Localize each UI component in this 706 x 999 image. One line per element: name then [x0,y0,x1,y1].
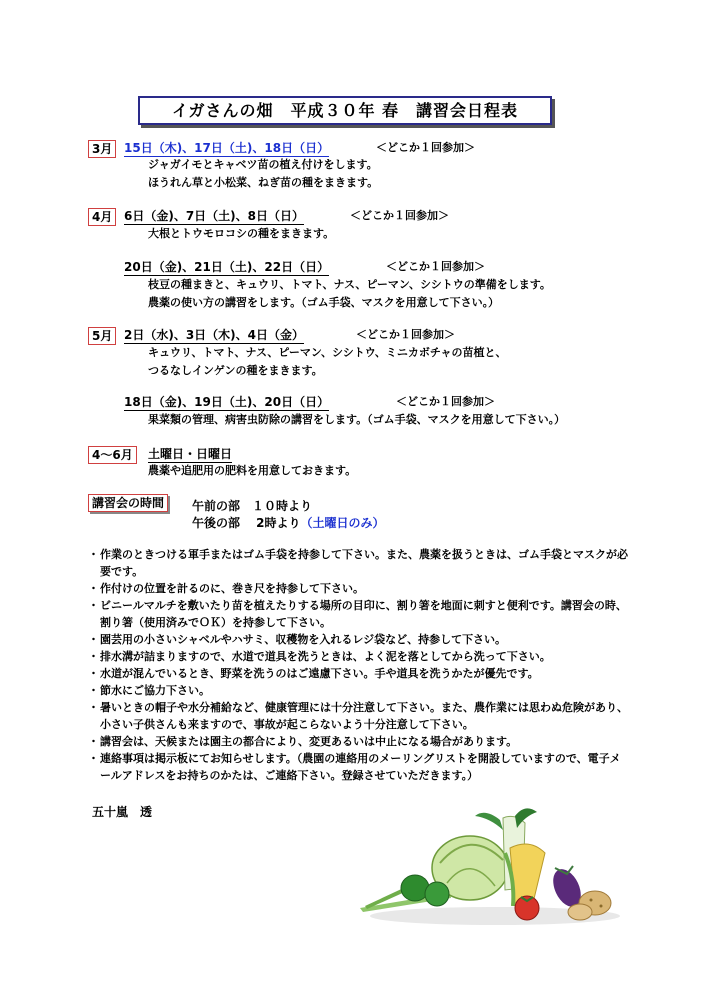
april2-line-2: 農薬の使い方の講習をします。（ゴム手袋、マスクを用意して下さい。） [148,296,500,309]
note-item: ・ 排水溝が詰まりますので、水道で道具を洗うときは、よく泥を落としてから洗って下さい。 [88,648,628,665]
morning-time: 午前の部 １０時より [192,499,313,513]
march-join-note: ＜どこか１回参加＞ [376,141,475,154]
april1-dates: 6日（金)、7日（土)、8日（日） [124,209,305,223]
note-item: ・ 水道が混んでいるとき、野菜を洗うのはご遠慮下さい。手や道具を洗うかたが優先です。 [88,665,628,682]
note-item: ・ 節水にご協力下さい。 [88,682,628,699]
march-line-1: ジャガイモとキャベツ苗の植え付けをします。 [148,158,378,171]
may1-line-1: キュウリ、トマト、ナス、ピーマン、シシトウ、ミニカボチャの苗植と、 [148,346,507,359]
afternoon-time-row [192,515,385,531]
march-line-2: ほうれん草と小松菜、ねぎ苗の種をまきます。 [148,176,379,189]
afternoon-time: 午後の部 2時より [192,516,301,530]
april2-join-note: ＜どこか１回参加＞ [386,260,485,273]
month-label-may: 5月 [88,327,116,345]
weekends-line-1: 農薬や追肥用の肥料を用意しておきます。 [148,464,357,477]
note-item: ・ 暑いときの帽子や水分補給など、健康管理には十分注意して下さい。また、農作業には思わぬ危険があり、小さい子供さんも来ますので、事故が起こらないよう十分注意して下さい。 [88,699,628,733]
may2-join-note: ＜どこか１回参加＞ [396,395,495,408]
march-dates: 15日（木)、17日（土)、18日（日） [124,141,330,155]
may2-line-1: 果菜類の管理、病害虫防除の講習をします。（ゴム手袋、マスクを用意して下さい。） [148,413,566,426]
note-item: ・ 作業のときつける軍手またはゴム手袋を持参して下さい。また、農薬を扱うときは、ゴム手袋とマスクが必要です。 [88,546,628,580]
note-item: ・ 連絡事項は掲示板にてお知らせします。（農園の連絡用のメーリングリストを開設していますので、電子メールアドレスをお持ちのかたは、ご連絡下さい。登録させていただきます。） [88,750,628,784]
month-label-march: 3月 [88,140,116,158]
april2-dates: 20日（金)、21日（土)、22日（日） [124,260,330,274]
may1-line-2: つるなしインゲンの種をまきます。 [148,364,323,377]
note-item: ・ 園芸用の小さいシャベルやハサミ、収穫物を入れるレジ袋など、持参して下さい。 [88,631,628,648]
may2-dates: 18日（金)、19日（土)、20日（日） [124,395,330,409]
vegetables-illustration [355,808,625,928]
page-title: イガさんの畑 平成３０年 春 講習会日程表 [138,96,552,125]
april2-line-1: 枝豆の種まきと、キュウリ、トマト、ナス、ピーマン、シシトウの準備をします。 [148,278,551,291]
may1-join-note: ＜どこか１回参加＞ [356,328,455,341]
weekends-dates: 土曜日・日曜日 [148,447,233,461]
may1-dates: 2日（水)、3日（木)、4日（金） [124,328,305,342]
note-item: ・ ビニールマルチを敷いたり苗を植えたりする場所の目印に、割り箸を地面に刺すと便利です。講習会の時、割り箸（使用済みでＯＫ）を持参して下さい。 [88,597,628,631]
month-label-april: 4月 [88,208,116,226]
signature: 五十嵐 透 [92,805,153,819]
session-time-label: 講習会の時間 [88,494,168,512]
april1-join-note: ＜どこか１回参加＞ [350,209,449,222]
month-label-apr-jun: 4～6月 [88,446,137,464]
note-item: ・ 作付けの位置を計るのに、巻き尺を持参して下さい。 [88,580,628,597]
note-item: ・ 講習会は、天候または園主の都合により、変更あるいは中止になる場合があります。 [88,733,628,750]
notes-list [88,546,628,784]
april1-line-1: 大根とトウモロコシの種をまきます。 [148,227,335,240]
afternoon-time-note: （土曜日のみ） [300,516,385,530]
